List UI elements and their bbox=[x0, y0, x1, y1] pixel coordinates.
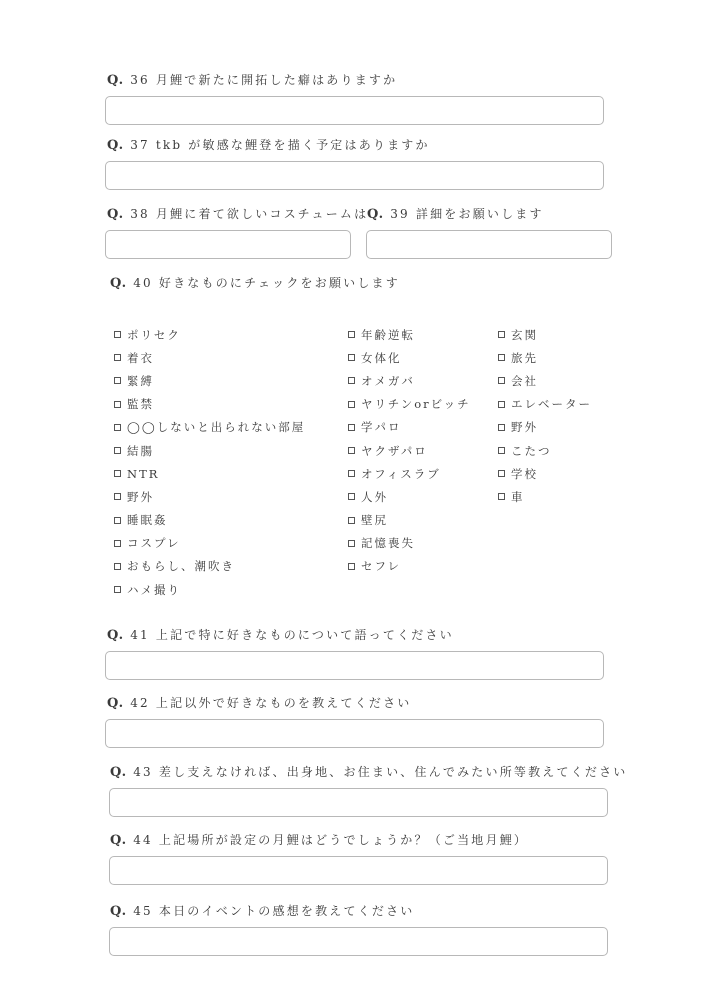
checkbox[interactable] bbox=[348, 470, 355, 477]
checkbox[interactable] bbox=[348, 517, 355, 524]
checklist-item[interactable]: 玄関 bbox=[498, 323, 592, 346]
answer-field-45[interactable] bbox=[109, 927, 608, 956]
answer-field-37[interactable] bbox=[105, 161, 604, 190]
checklist-item[interactable]: 睡眠姦 bbox=[114, 509, 305, 532]
checkbox[interactable] bbox=[498, 470, 505, 477]
checkbox[interactable] bbox=[348, 377, 355, 384]
question-41 bbox=[107, 626, 454, 643]
checkbox[interactable] bbox=[114, 563, 121, 570]
checkbox[interactable] bbox=[348, 540, 355, 547]
checkbox[interactable] bbox=[348, 493, 355, 500]
question-text: 40 好きなものにチェックをお願いします bbox=[133, 276, 400, 290]
question-text: 41 上記で特に好きなものについて語ってください bbox=[130, 628, 454, 642]
checklist-item[interactable]: 女体化 bbox=[348, 346, 471, 369]
checkbox[interactable] bbox=[114, 424, 121, 431]
checklist-item[interactable]: こたつ bbox=[498, 439, 592, 462]
question-42 bbox=[107, 694, 412, 711]
answer-field-43[interactable] bbox=[109, 788, 608, 817]
checklist-item[interactable]: 記憶喪失 bbox=[348, 532, 471, 555]
question-37 bbox=[107, 136, 430, 153]
checklist-item[interactable]: おもらし、潮吹き bbox=[114, 555, 305, 578]
question-prefix: Q. bbox=[107, 73, 125, 88]
checkbox[interactable] bbox=[498, 377, 505, 384]
question-45 bbox=[110, 902, 415, 919]
checklist-item[interactable]: ヤリチンorビッチ bbox=[348, 393, 471, 416]
checkbox[interactable] bbox=[114, 586, 121, 593]
question-prefix: Q. bbox=[110, 904, 128, 919]
checkbox[interactable] bbox=[348, 447, 355, 454]
checkbox[interactable] bbox=[498, 493, 505, 500]
checklist-item[interactable]: 野外 bbox=[114, 485, 305, 508]
answer-field-39[interactable] bbox=[366, 230, 612, 259]
checklist-item[interactable]: 監禁 bbox=[114, 393, 305, 416]
checkbox[interactable] bbox=[114, 517, 121, 524]
checklist-item[interactable]: 着衣 bbox=[114, 346, 305, 369]
question-prefix: Q. bbox=[107, 628, 125, 643]
checklist-column-1 bbox=[114, 323, 305, 601]
checklist-item[interactable]: 学校 bbox=[498, 462, 592, 485]
question-39 bbox=[367, 205, 544, 222]
checklist-item[interactable]: 会社 bbox=[498, 369, 592, 392]
checkbox[interactable] bbox=[348, 354, 355, 361]
checklist-item[interactable]: オフィスラブ bbox=[348, 462, 471, 485]
checklist-item[interactable]: NTR bbox=[114, 462, 305, 485]
question-text: 39 詳細をお願いします bbox=[390, 207, 544, 221]
checklist-item[interactable]: 車 bbox=[498, 485, 592, 508]
checkbox[interactable] bbox=[114, 470, 121, 477]
question-prefix: Q. bbox=[107, 207, 125, 222]
question-text: 44 上記場所が設定の月鯉はどうでしょうか？（ご当地月鯉） bbox=[133, 833, 529, 847]
checklist-item[interactable]: 緊縛 bbox=[114, 369, 305, 392]
question-text: 43 差し支えなければ、出身地、お住まい、住んでみたい所等教えてください bbox=[133, 765, 628, 779]
question-text: 42 上記以外で好きなものを教えてください bbox=[130, 696, 412, 710]
answer-field-42[interactable] bbox=[105, 719, 604, 748]
checkbox[interactable] bbox=[498, 447, 505, 454]
checklist-item[interactable]: エレベーター bbox=[498, 393, 592, 416]
checklist-item[interactable]: セフレ bbox=[348, 555, 471, 578]
checkbox[interactable] bbox=[348, 401, 355, 408]
checklist-item[interactable]: 壁尻 bbox=[348, 509, 471, 532]
question-43 bbox=[110, 763, 628, 780]
checkbox[interactable] bbox=[114, 493, 121, 500]
question-prefix: Q. bbox=[107, 696, 125, 711]
checkbox[interactable] bbox=[114, 540, 121, 547]
answer-field-36[interactable] bbox=[105, 96, 604, 125]
question-prefix: Q. bbox=[367, 207, 385, 222]
answer-field-44[interactable] bbox=[109, 856, 608, 885]
checklist-item[interactable]: 年齢逆転 bbox=[348, 323, 471, 346]
question-text: 38 月鯉に着て欲しいコスチュームは bbox=[130, 207, 369, 221]
question-prefix: Q. bbox=[110, 276, 128, 291]
question-text: 45 本日のイベントの感想を教えてください bbox=[133, 904, 415, 918]
checkbox[interactable] bbox=[114, 331, 121, 338]
checkbox[interactable] bbox=[114, 447, 121, 454]
question-prefix: Q. bbox=[110, 833, 128, 848]
checkbox[interactable] bbox=[114, 377, 121, 384]
question-text: 36 月鯉で新たに開拓した癖はありますか bbox=[130, 73, 398, 87]
checklist-item[interactable]: 人外 bbox=[348, 485, 471, 508]
question-44 bbox=[110, 831, 528, 848]
checkbox[interactable] bbox=[498, 424, 505, 431]
checklist-item[interactable]: 結腸 bbox=[114, 439, 305, 462]
answer-field-41[interactable] bbox=[105, 651, 604, 680]
checkbox[interactable] bbox=[498, 401, 505, 408]
checkbox[interactable] bbox=[348, 331, 355, 338]
checklist-item[interactable]: 旅先 bbox=[498, 346, 592, 369]
checklist-item[interactable]: 野外 bbox=[498, 416, 592, 439]
question-36 bbox=[107, 71, 397, 88]
answer-field-38[interactable] bbox=[105, 230, 351, 259]
question-text: 37 tkb が敏感な鯉登を描く予定はありますか bbox=[130, 138, 430, 152]
checkbox[interactable] bbox=[114, 354, 121, 361]
checkbox[interactable] bbox=[114, 401, 121, 408]
checklist-item[interactable]: 学パロ bbox=[348, 416, 471, 439]
checklist-column-2 bbox=[348, 323, 471, 578]
checkbox[interactable] bbox=[348, 424, 355, 431]
checkbox[interactable] bbox=[498, 331, 505, 338]
checklist-item[interactable]: ◯◯しないと出られない部屋 bbox=[114, 416, 305, 439]
checklist-item[interactable]: オメガバ bbox=[348, 369, 471, 392]
question-prefix: Q. bbox=[107, 138, 125, 153]
question-prefix: Q. bbox=[110, 765, 128, 780]
checkbox[interactable] bbox=[348, 563, 355, 570]
checkbox[interactable] bbox=[498, 354, 505, 361]
question-40 bbox=[110, 274, 400, 291]
checklist-item[interactable]: コスプレ bbox=[114, 532, 305, 555]
question-38 bbox=[107, 205, 368, 222]
checklist-column-3 bbox=[498, 323, 592, 509]
checklist-item[interactable]: ヤクザパロ bbox=[348, 439, 471, 462]
checklist-item[interactable]: ハメ撮り bbox=[114, 578, 305, 601]
checklist-item[interactable]: ポリセク bbox=[114, 323, 305, 346]
